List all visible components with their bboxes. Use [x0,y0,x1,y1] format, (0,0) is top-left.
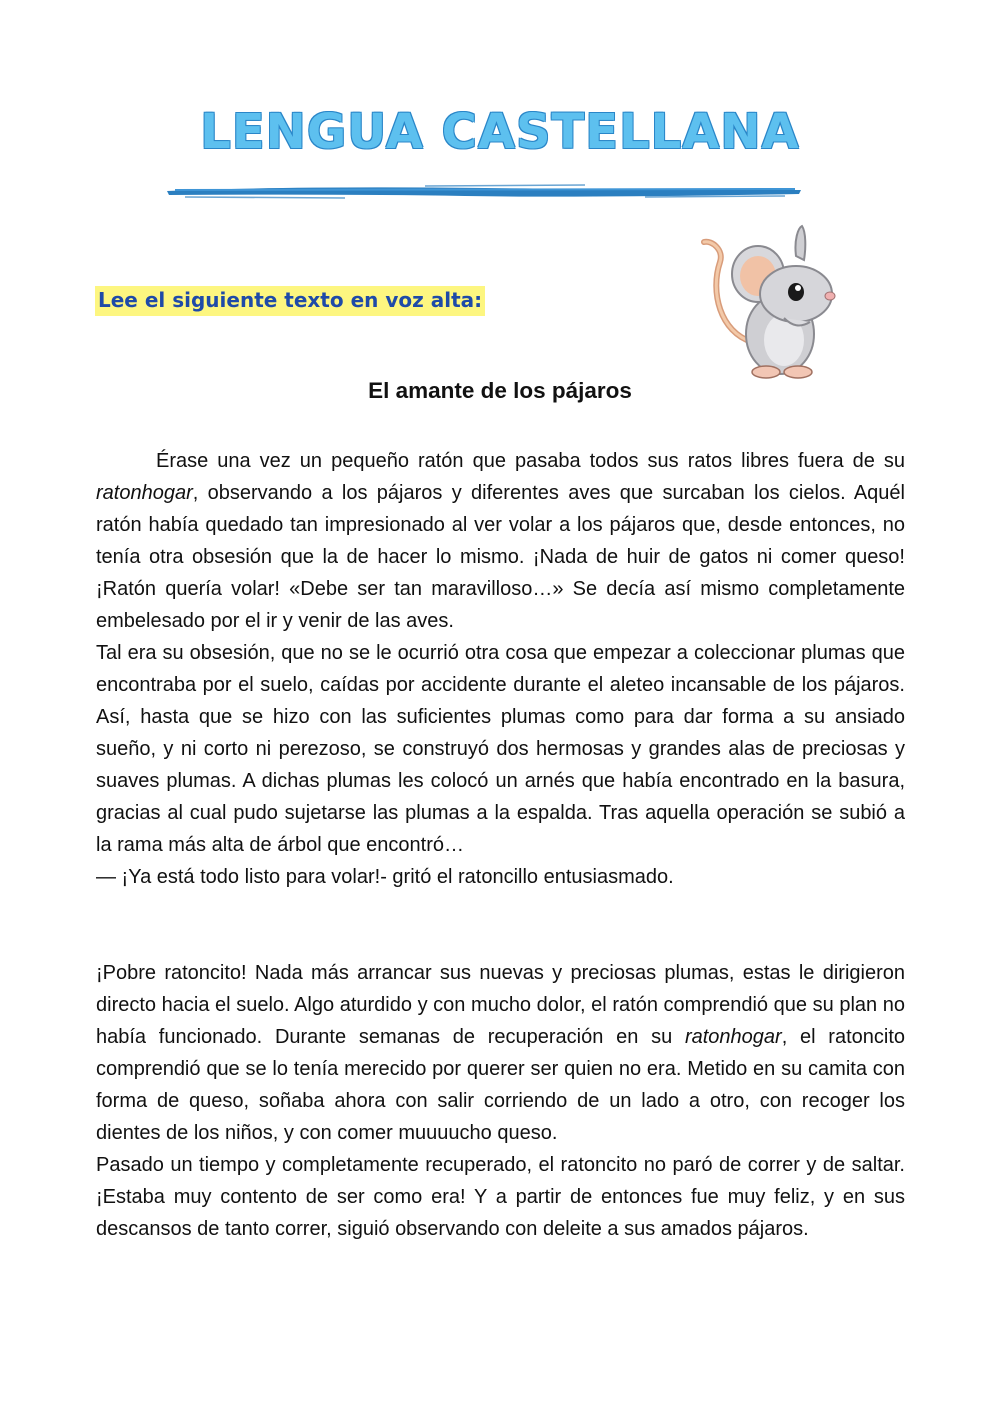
story-paragraph-2: Tal era su obsesión, que no se le ocurrió otra cosa que empezar a coleccionar plumas que encontraba por el suelo, caídas por accidente durante el aleteo incansable de los pájaros. Así, hasta que se hizo con las suficientes plumas como para dar forma a su ansiado sueño, y ni corto ni perezoso, se construyó dos hermosas y grandes alas de preciosas y suaves plumas. A dichas plumas les colocó un arnés que había encontrado en la basura, gracias al cual pudo sujetarse las plumas a la espalda. Tras aquella operación se subió a la rama más alta de árbol que encontró… [96,642,905,856]
story-dialogue: — ¡Ya está todo listo para volar!- gritó el ratoncillo entusiasmado. [96,866,674,888]
story-paragraph-1: Érase una vez un pequeño ratón que pasaba todos sus ratos libres fuera de su ratonhogar, observando a los pájaros y diferentes aves que surcaban los cielos. Aquél ratón había quedado tan impresionado al ver volar a los pájaros que, desde entonces, no tenía otra obsesión que la de hacer lo mismo. ¡Nada de huir de gatos ni comer queso! ¡Ratón quería volar! «Debe ser tan maravilloso…» Se decía así mismo completamente embelesado por el ir y venir de las aves. [96,450,905,632]
mouse-illustration-icon [700,222,845,387]
story-paragraph-5: Pasado un tiempo y completamente recuperado, el ratoncito no paró de correr y de saltar. ¡Estaba muy contento de ser como era! Y a partir de entonces fue muy feliz, y en sus descansos de tanto correr, siguió observando con deleite a sus amados pájaros. [96,1154,905,1240]
italic-word: ratonhogar [96,482,193,504]
story-paragraph-4: ¡Pobre ratoncito! Nada más arrancar sus nuevas y preciosas plumas, estas le dirigieron directo hacia el suelo. Algo aturdido y con mucho dolor, el ratón comprendió que su plan no había funcionado. Durante semanas de recuperación en su ratonhogar, el ratoncito comprendió que se lo tenía merecido por querer ser quien no era. Metido en su camita con forma de queso, soñaba ahora con salir corriendo de un lado a otro, con recoger los dientes de los niños, y con comer muuuucho queso. [96,962,905,1144]
reading-instruction: Lee el siguiente texto en voz alta: [95,286,485,316]
story-title: El amante de los pájaros [368,378,632,403]
story-part-two [96,957,905,1245]
italic-word: ratonhogar [684,1026,782,1048]
story-part-one [96,445,905,893]
brush-stroke-divider [165,182,805,202]
page-title: LENGUA CASTELLANA [200,104,800,160]
